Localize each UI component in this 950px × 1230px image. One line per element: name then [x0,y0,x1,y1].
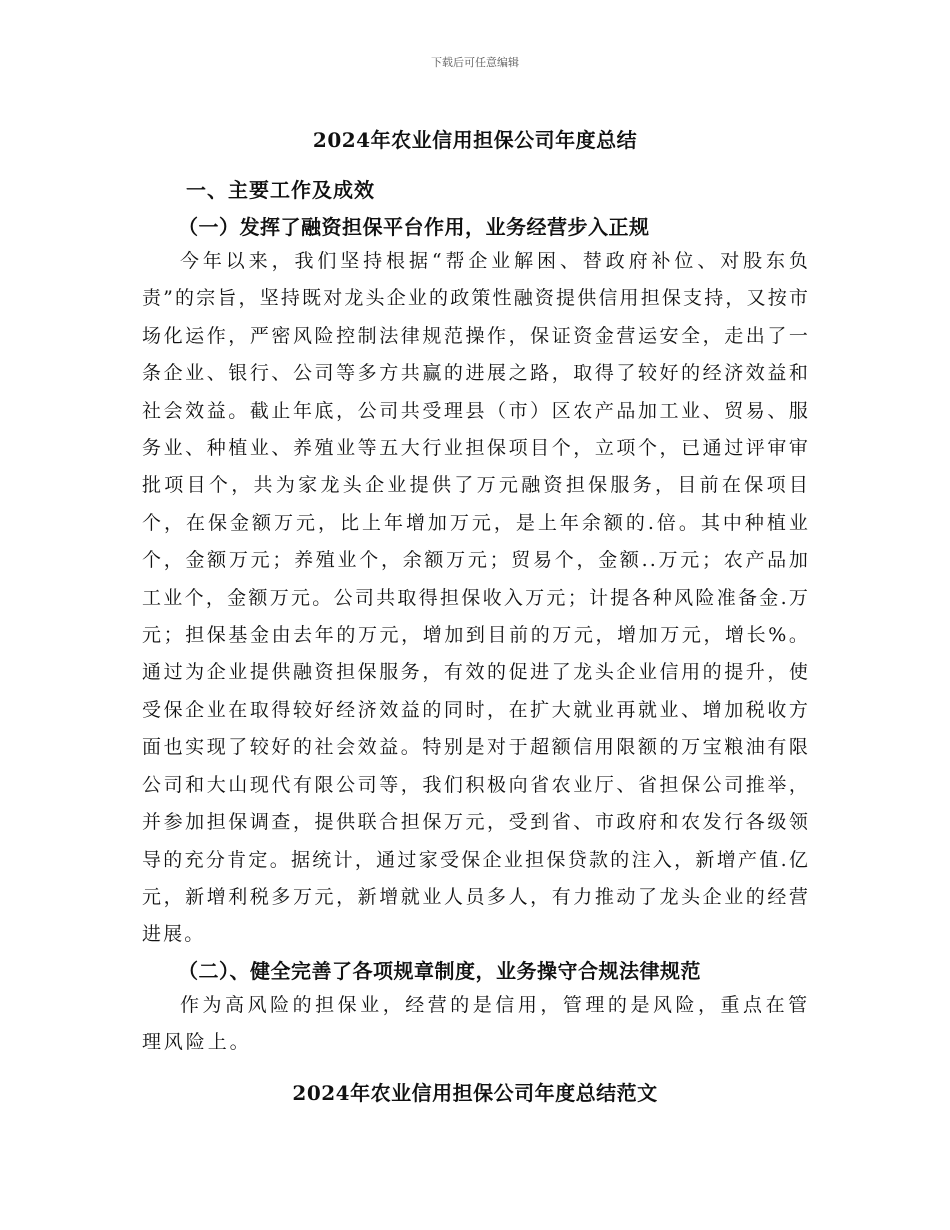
body-paragraph-1: 今年以来，我们坚持根据“帮企业解困、替政府补位、对股东负责”的宗旨，坚持既对龙头企业的政策性融资提供信用担保支持，又按市场化运作，严密风险控制法律规范操作，保证资金营运安全，走出了一条企业、银行、公司等多方共赢的进展之路，取得了较好的经济效益和社会效益。截止年底，公司共受理县（市）区农产品加工业、贸易、服务业、种植业、养殖业等五大行业担保项目个，立项个，已通过评审审批项目个，共为家龙头企业提供了万元融资担保服务，目前在保项目个，在保金额万元，比上年增加万元，是上年余额的.倍。其中种植业个，金额万元；养殖业个，余额万元；贸易个，金额..万元；农产品加工业个，金额万元。公司共取得担保收入万元；计提各种风险准备金.万元；担保基金由去年的万元，增加到目前的万元，增加万元，增长%。通过为企业提供融资担保服务，有效的促进了龙头企业信用的提升，使受保企业在取得较好经济效益的同时，在扩大就业再就业、增加税收方面也实现了较好的社会效益。特别是对于超额信用限额的万宝粮油有限公司和大山现代有限公司等，我们积极向省农业厅、省担保公司推举，并参加担保调查，提供联合担保万元，受到省、市政府和农发行各级领导的充分肯定。据统计，通过家受保企业担保贷款的注入，新增产值.亿元，新增利税多万元，新增就业人员多人，有力推动了龙头企业的经营进展。 [142,250,810,946]
subsection-heading-1: （一）发挥了融资担保平台作用，业务经营步入正规 [178,215,650,239]
footer-title: 2024年农业信用担保公司年度总结范文 [292,1081,658,1105]
subsection-heading-2: （二）、健全完善了各项规章制度，业务操守合规法律规范 [178,959,701,983]
body-paragraph-2: 作为高风险的担保业，经营的是信用，管理的是风险，重点在管理风险上。 [142,994,810,1054]
document-title: 2024年农业信用担保公司年度总结 [312,128,638,152]
section-heading: 一、主要工作及成效 [186,178,375,202]
header-note: 下载后可任意编辑 [431,56,519,69]
